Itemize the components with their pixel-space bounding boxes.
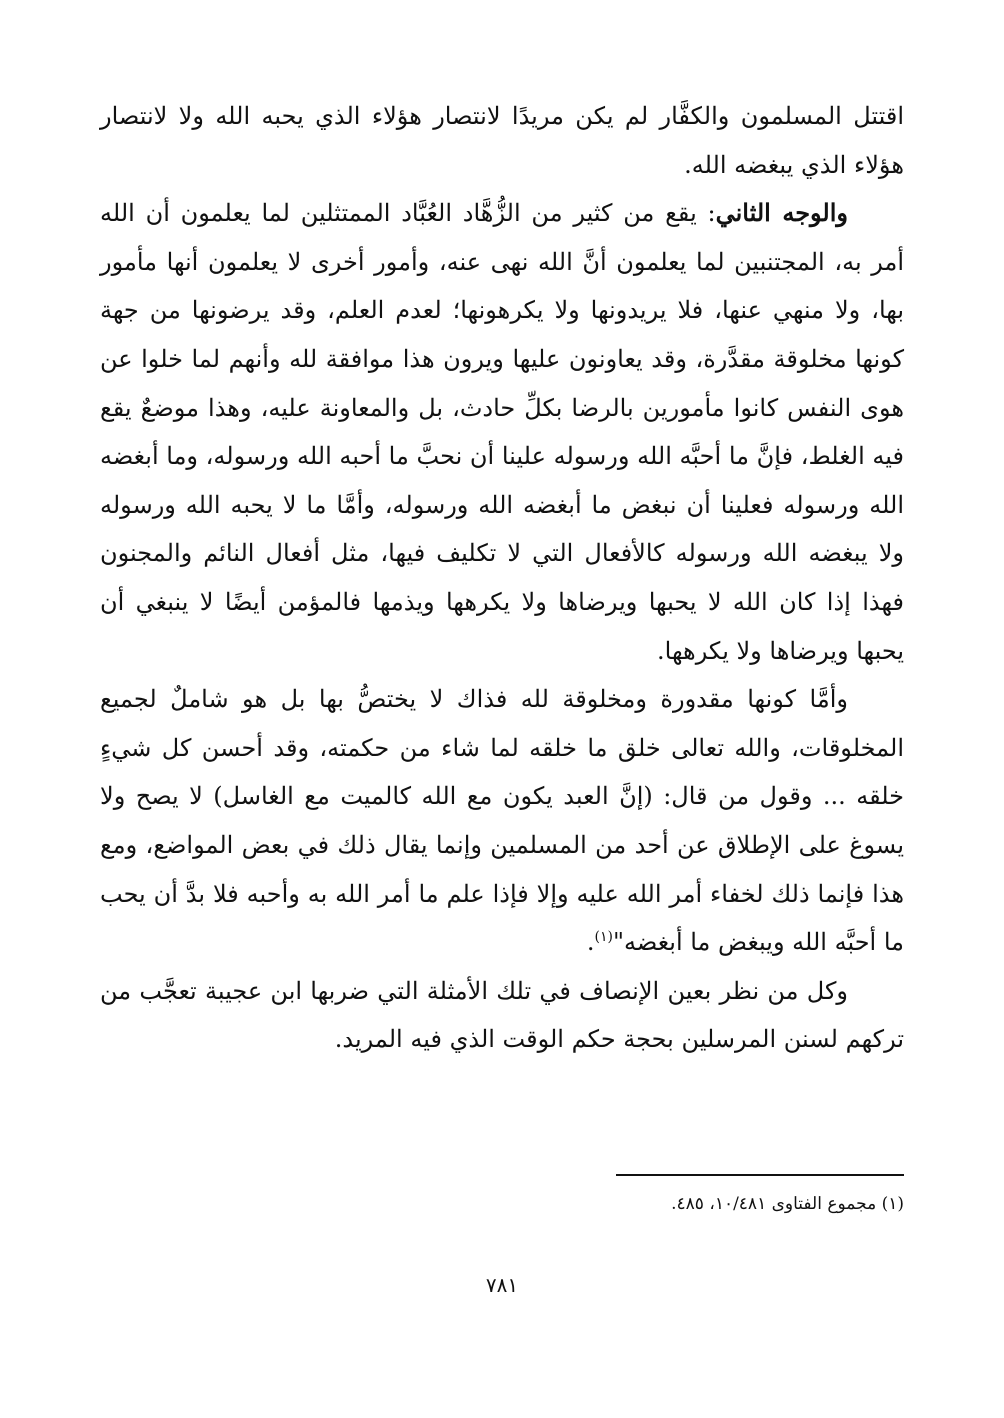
- paragraph-3-text: وأمَّا كونها مقدورة ومخلوقة لله فذاك لا يختصُّ بها بل هو شاملٌ لجميع المخلوقات، والله تعالى خلق ما خلقه لما شاء من حكمته، وقد أحسن كل شيءٍ خلقه ... وقول من قال: (إنَّ العبد يكون مع الله كالميت مع الغاسل) لا يصح ولا يسوغ على الإطلاق عن أحد من المسلمين وإنما يقال ذلك في بعض المواضع، ومع هذا فإنما ذلك لخفاء أمر الله عليه وإلا فإذا علم ما أمر الله به وأحبه فلا بدَّ أن يحب ما أحبَّه الله ويبغض ما أبغضه": [100, 685, 904, 957]
- paragraph-2-text: : يقع من كثير من الزُّهَّاد العُبَّاد الممتثلين لما يعلمون أن الله أمر به، المجتنبين لما يعلمون أنَّ الله نهى عنه، وأمور أخرى لا يعلمون أنها مأمور بها، ولا منهي عنها، فلا يريدونها ولا يكرهونها؛ لعدم العلم، وقد يرضونها من جهة كونها مخلوقة مقدَّرة، وقد يعاونون عليها ويرون هذا موافقة لله وأنهم لما خلوا عن هوى النفس كانوا مأمورين بالرضا بكلِّ حادث، بل والمعاونة عليه، وهذا موضعٌ يقع فيه الغلط، فإنَّ ما أحبَّه الله ورسوله علينا أن نحبَّ ما أحبه الله ورسوله، وما أبغضه الله ورسوله فعلينا أن نبغض ما أبغضه الله ورسوله، وأمَّا ما لا يحبه الله ورسوله ولا يبغضه الله ورسوله كالأفعال التي لا تكليف فيها، مثل أفعال النائم والمجنون فهذا إذا كان الله لا يحبها ويرضاها ولا يكرهها ويذمها فالمؤمن أيضًا لا ينبغي أن يحبها ويرضاها ولا يكرهها.: [100, 199, 904, 665]
- footnote-marker: (١): [594, 929, 613, 946]
- paragraph-2-lead: والوجه الثاني: [715, 198, 848, 228]
- footnote-separator: [616, 1174, 904, 1176]
- footnote: (١) مجموع الفتاوى ١٠/٤٨١، ٤٨٥.: [671, 1194, 904, 1214]
- paragraph-3-tail: .: [586, 928, 595, 957]
- page-body: [100, 92, 904, 1064]
- paragraph-4-text: وكل من نظر بعين الإنصاف في تلك الأمثلة التي ضربها ابن عجيبة تعجَّب من تركهم لسنن المرسلين بحجة حكم الوقت الذي فيه المريد.: [100, 976, 904, 1054]
- paragraph-3: [100, 675, 904, 967]
- paragraph-1: [100, 92, 904, 189]
- paragraph-1-text: اقتتل المسلمون والكفَّار لم يكن مريدًا لانتصار هؤلاء الذي يحبه الله ولا لانتصار هؤلاء الذي يبغضه الله.: [100, 102, 904, 179]
- paragraph-4: [100, 967, 904, 1064]
- paragraph-2: [100, 189, 904, 675]
- page-number: ٧٨١: [485, 1273, 519, 1297]
